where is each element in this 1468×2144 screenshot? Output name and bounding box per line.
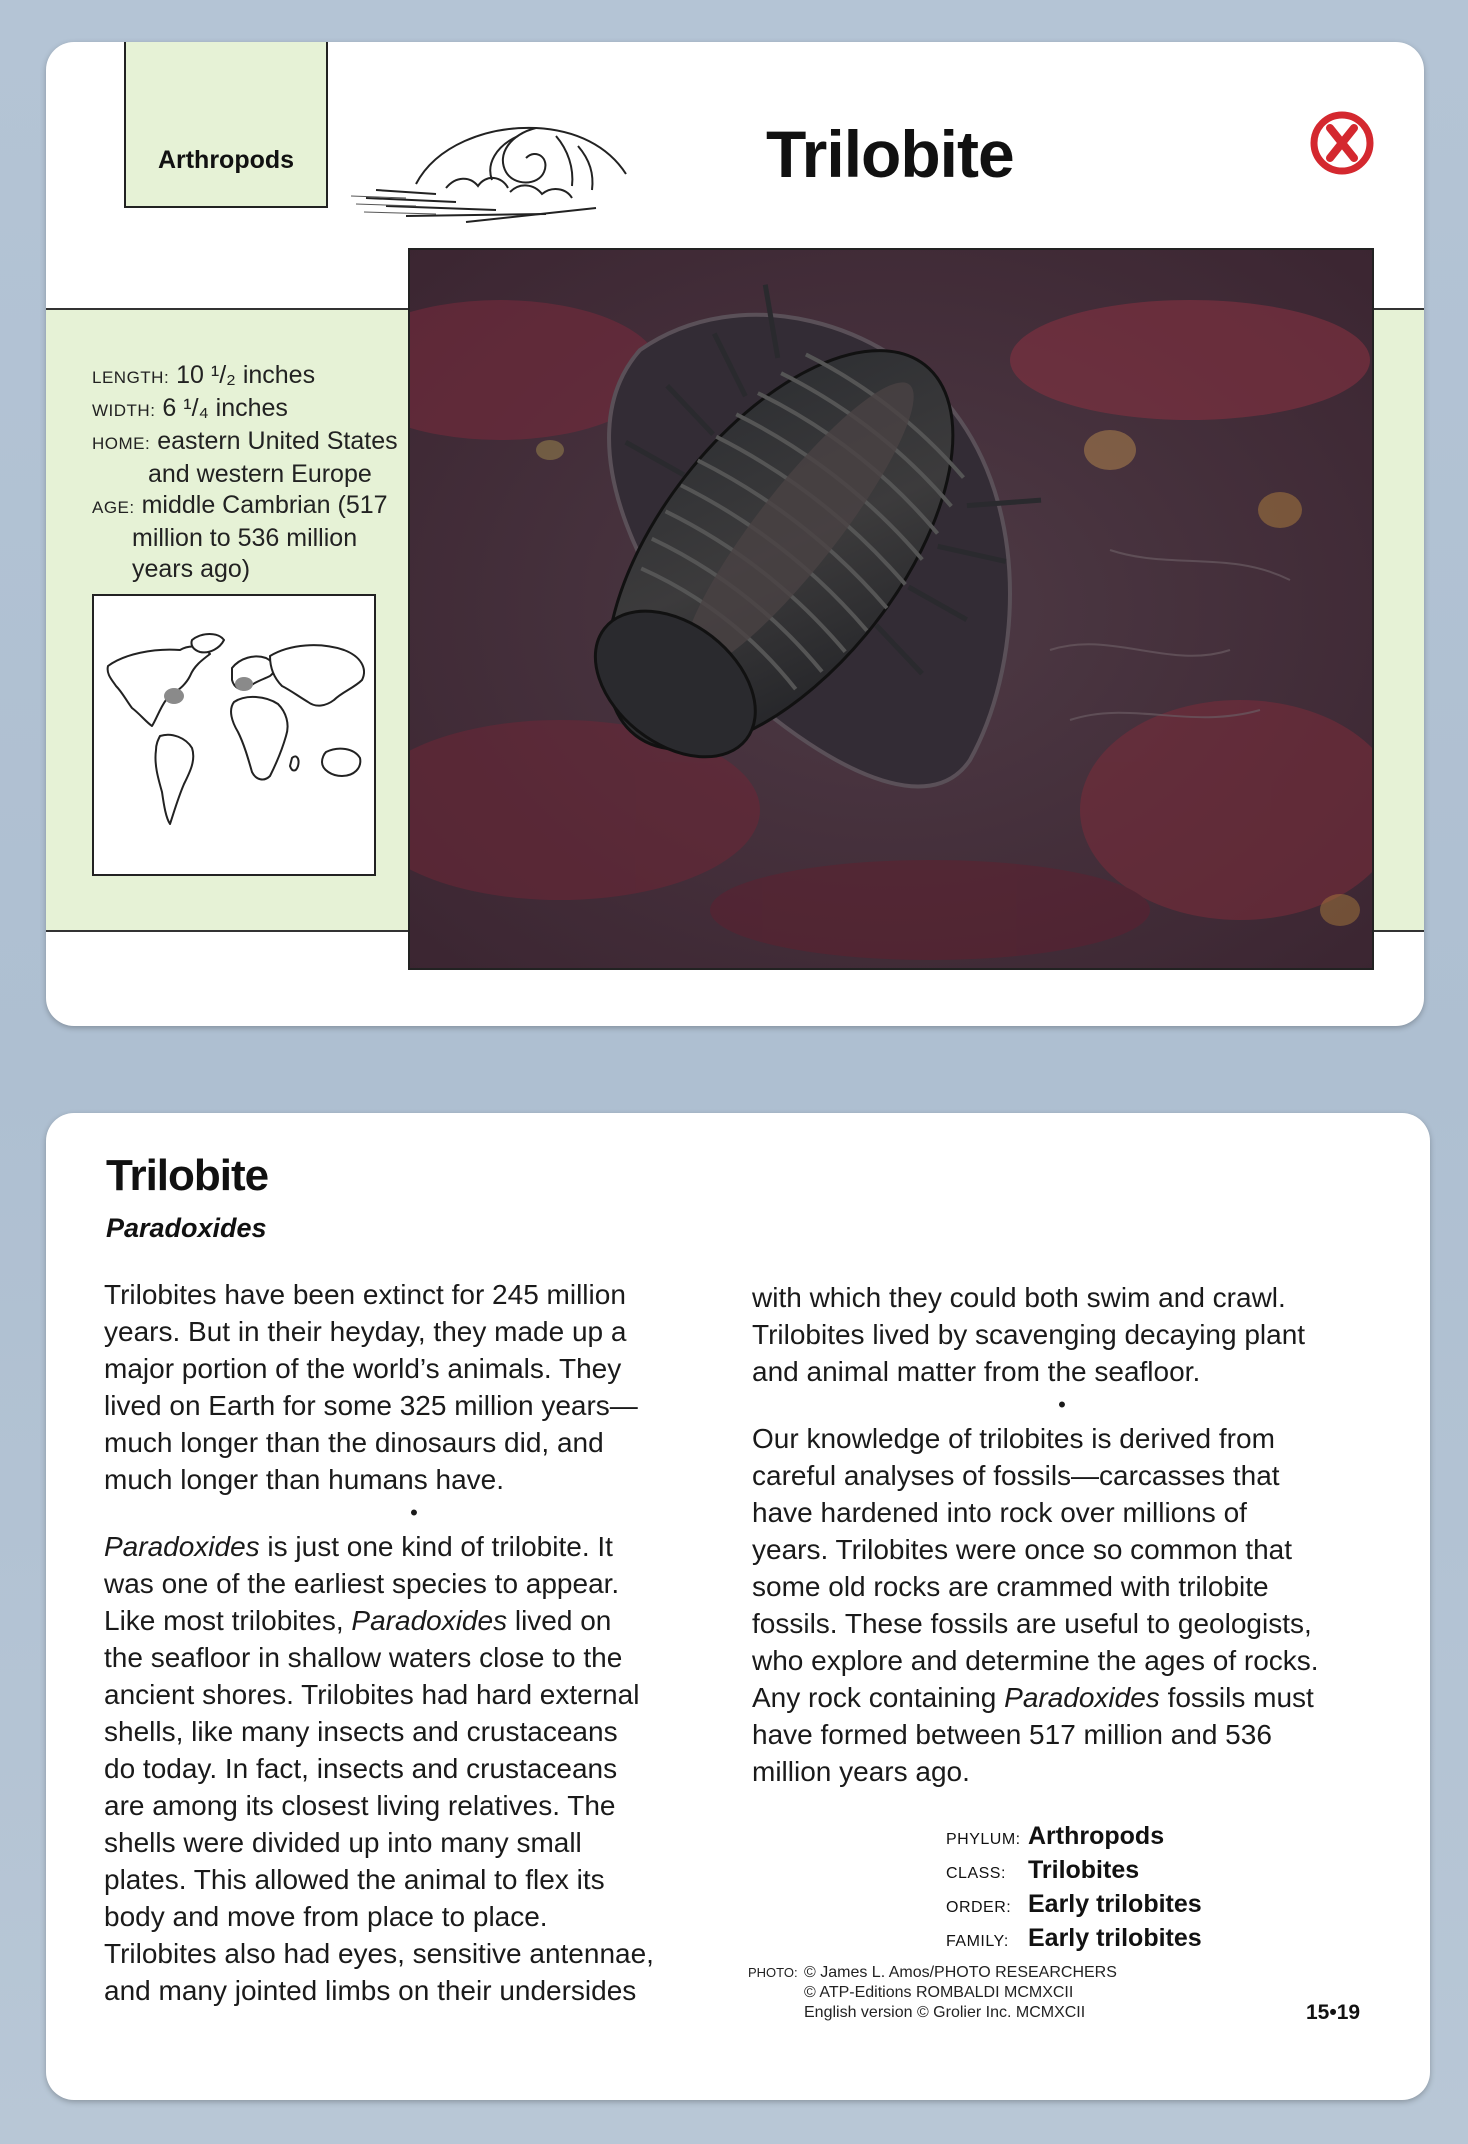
credit-line: © ATP-Editions ROMBALDI MCMXCII [804, 1984, 1074, 2001]
text-line: shells were divided up into many small [104, 1827, 582, 1858]
age-value-cont-1: million to 536 million [132, 524, 358, 552]
width-value: 6 ¹/₄ inches [162, 394, 288, 422]
card-front [46, 42, 1424, 1026]
text-line: much longer than humans have. [104, 1464, 505, 1495]
text-line: have hardened into rock over millions of [752, 1497, 1247, 1528]
phylum-value: Arthropods [1028, 1822, 1165, 1850]
text-line: plates. This allowed the animal to flex its [104, 1864, 605, 1895]
credit-line: English version © Grolier Inc. MCMXCII [804, 2004, 1086, 2021]
taxonomy-table [946, 1821, 1202, 1957]
text-line: much longer than the dinosaurs did, and [104, 1427, 604, 1458]
text-line: body and move from place to place. [104, 1901, 548, 1932]
text-column-left [104, 1276, 724, 2009]
red-circle-x-icon [1307, 108, 1377, 178]
home-value-cont: and western Europe [148, 460, 372, 488]
fossil-photo [408, 248, 1374, 970]
text-line: Like most trilobites, [104, 1605, 352, 1636]
text-line: and many jointed limbs on their undersides [104, 1975, 637, 2006]
family-value: Early trilobites [1028, 1924, 1202, 1952]
text-line: ancient shores. Trilobites had hard external [104, 1679, 640, 1710]
home-label: HOME: [92, 434, 151, 453]
separator-dot: • [1058, 1392, 1066, 1417]
text-line: are among its closest living relatives. The [104, 1790, 616, 1821]
length-value: 10 ¹/₂ inches [176, 361, 316, 389]
genus-name: Paradoxides [351, 1605, 508, 1636]
text-line: lived on [507, 1605, 612, 1636]
category-box [124, 42, 328, 208]
age-value-cont-2: years ago) [132, 555, 251, 583]
paragraph-4 [752, 1420, 1372, 1790]
order-label: ORDER: [946, 1899, 1012, 1916]
text-line: lived on Earth for some 325 million years— [104, 1390, 638, 1421]
family-label: FAMILY: [946, 1933, 1009, 1950]
text-line: careful analyses of fossils—carcasses that [752, 1460, 1280, 1491]
text-line: do today. In fact, insects and crustaceans [104, 1753, 618, 1784]
text-line: years. But in their heyday, they made up a [104, 1316, 627, 1347]
text-line: Our knowledge of trilobites is derived from [752, 1423, 1275, 1454]
text-line: have formed between 517 million and 536 [752, 1719, 1272, 1750]
text-line: some old rocks are crammed with trilobite [752, 1571, 1269, 1602]
age-label: AGE: [92, 498, 135, 517]
text-line: fossils must [1159, 1682, 1314, 1713]
class-value: Trilobites [1028, 1856, 1140, 1884]
class-label: CLASS: [946, 1865, 1006, 1882]
facts-list [92, 360, 398, 585]
length-label: LENGTH: [92, 368, 170, 387]
text-line: Trilobites have been extinct for 245 million [104, 1279, 626, 1310]
text-line: Any rock containing [752, 1682, 1005, 1713]
text-line: years. Trilobites were once so common that [752, 1534, 1293, 1565]
card-title: Trilobite [766, 117, 1014, 191]
range-map [92, 594, 376, 876]
world-map-icon [94, 596, 374, 874]
text-line: the seafloor in shallow waters close to the [104, 1642, 623, 1673]
genus-name: Paradoxides [1004, 1682, 1160, 1713]
genus-name: Paradoxides [104, 1531, 260, 1562]
home-value: eastern United States [157, 427, 398, 455]
credit-line: © James L. Amos/PHOTO RESEARCHERS [804, 1964, 1117, 1981]
text-line: and animal matter from the seafloor. [752, 1356, 1201, 1387]
photo-credits [748, 1963, 1117, 2023]
text-column-right [752, 1279, 1372, 1790]
back-title: Trilobite [106, 1151, 269, 1200]
text-line: who explore and determine the ages of rocks. [752, 1645, 1319, 1676]
text-line: with which they could both swim and crawl. [752, 1282, 1286, 1313]
paragraph-1 [104, 1276, 724, 1498]
ocean-wave-icon [346, 106, 676, 236]
category-label: Arthropods [157, 146, 295, 174]
separator-dot: • [410, 1500, 418, 1525]
text-line: is just one kind of trilobite. It [259, 1531, 613, 1562]
order-value: Early trilobites [1028, 1890, 1202, 1918]
phylum-label: PHYLUM: [946, 1831, 1021, 1848]
scientific-name: Paradoxides [106, 1213, 267, 1243]
width-label: WIDTH: [92, 401, 156, 420]
text-line: fossils. These fossils are useful to geologists, [752, 1608, 1312, 1639]
paragraph-2 [104, 1528, 724, 2009]
text-line: million years ago. [752, 1756, 970, 1787]
text-line: Trilobites also had eyes, sensitive antennae, [104, 1938, 654, 1969]
photo-label: PHOTO: [748, 1965, 798, 1980]
card-code: 15•19 [1306, 2001, 1361, 2024]
text-line: Trilobites lived by scavenging decaying plant [752, 1319, 1306, 1350]
text-line: was one of the earliest species to appear. [104, 1568, 620, 1599]
card-back [46, 1113, 1430, 2100]
text-line: shells, like many insects and crustaceans [104, 1716, 618, 1747]
paragraph-3 [752, 1279, 1372, 1390]
age-value: middle Cambrian (517 [141, 491, 388, 519]
text-line: major portion of the world’s animals. They [104, 1353, 622, 1384]
